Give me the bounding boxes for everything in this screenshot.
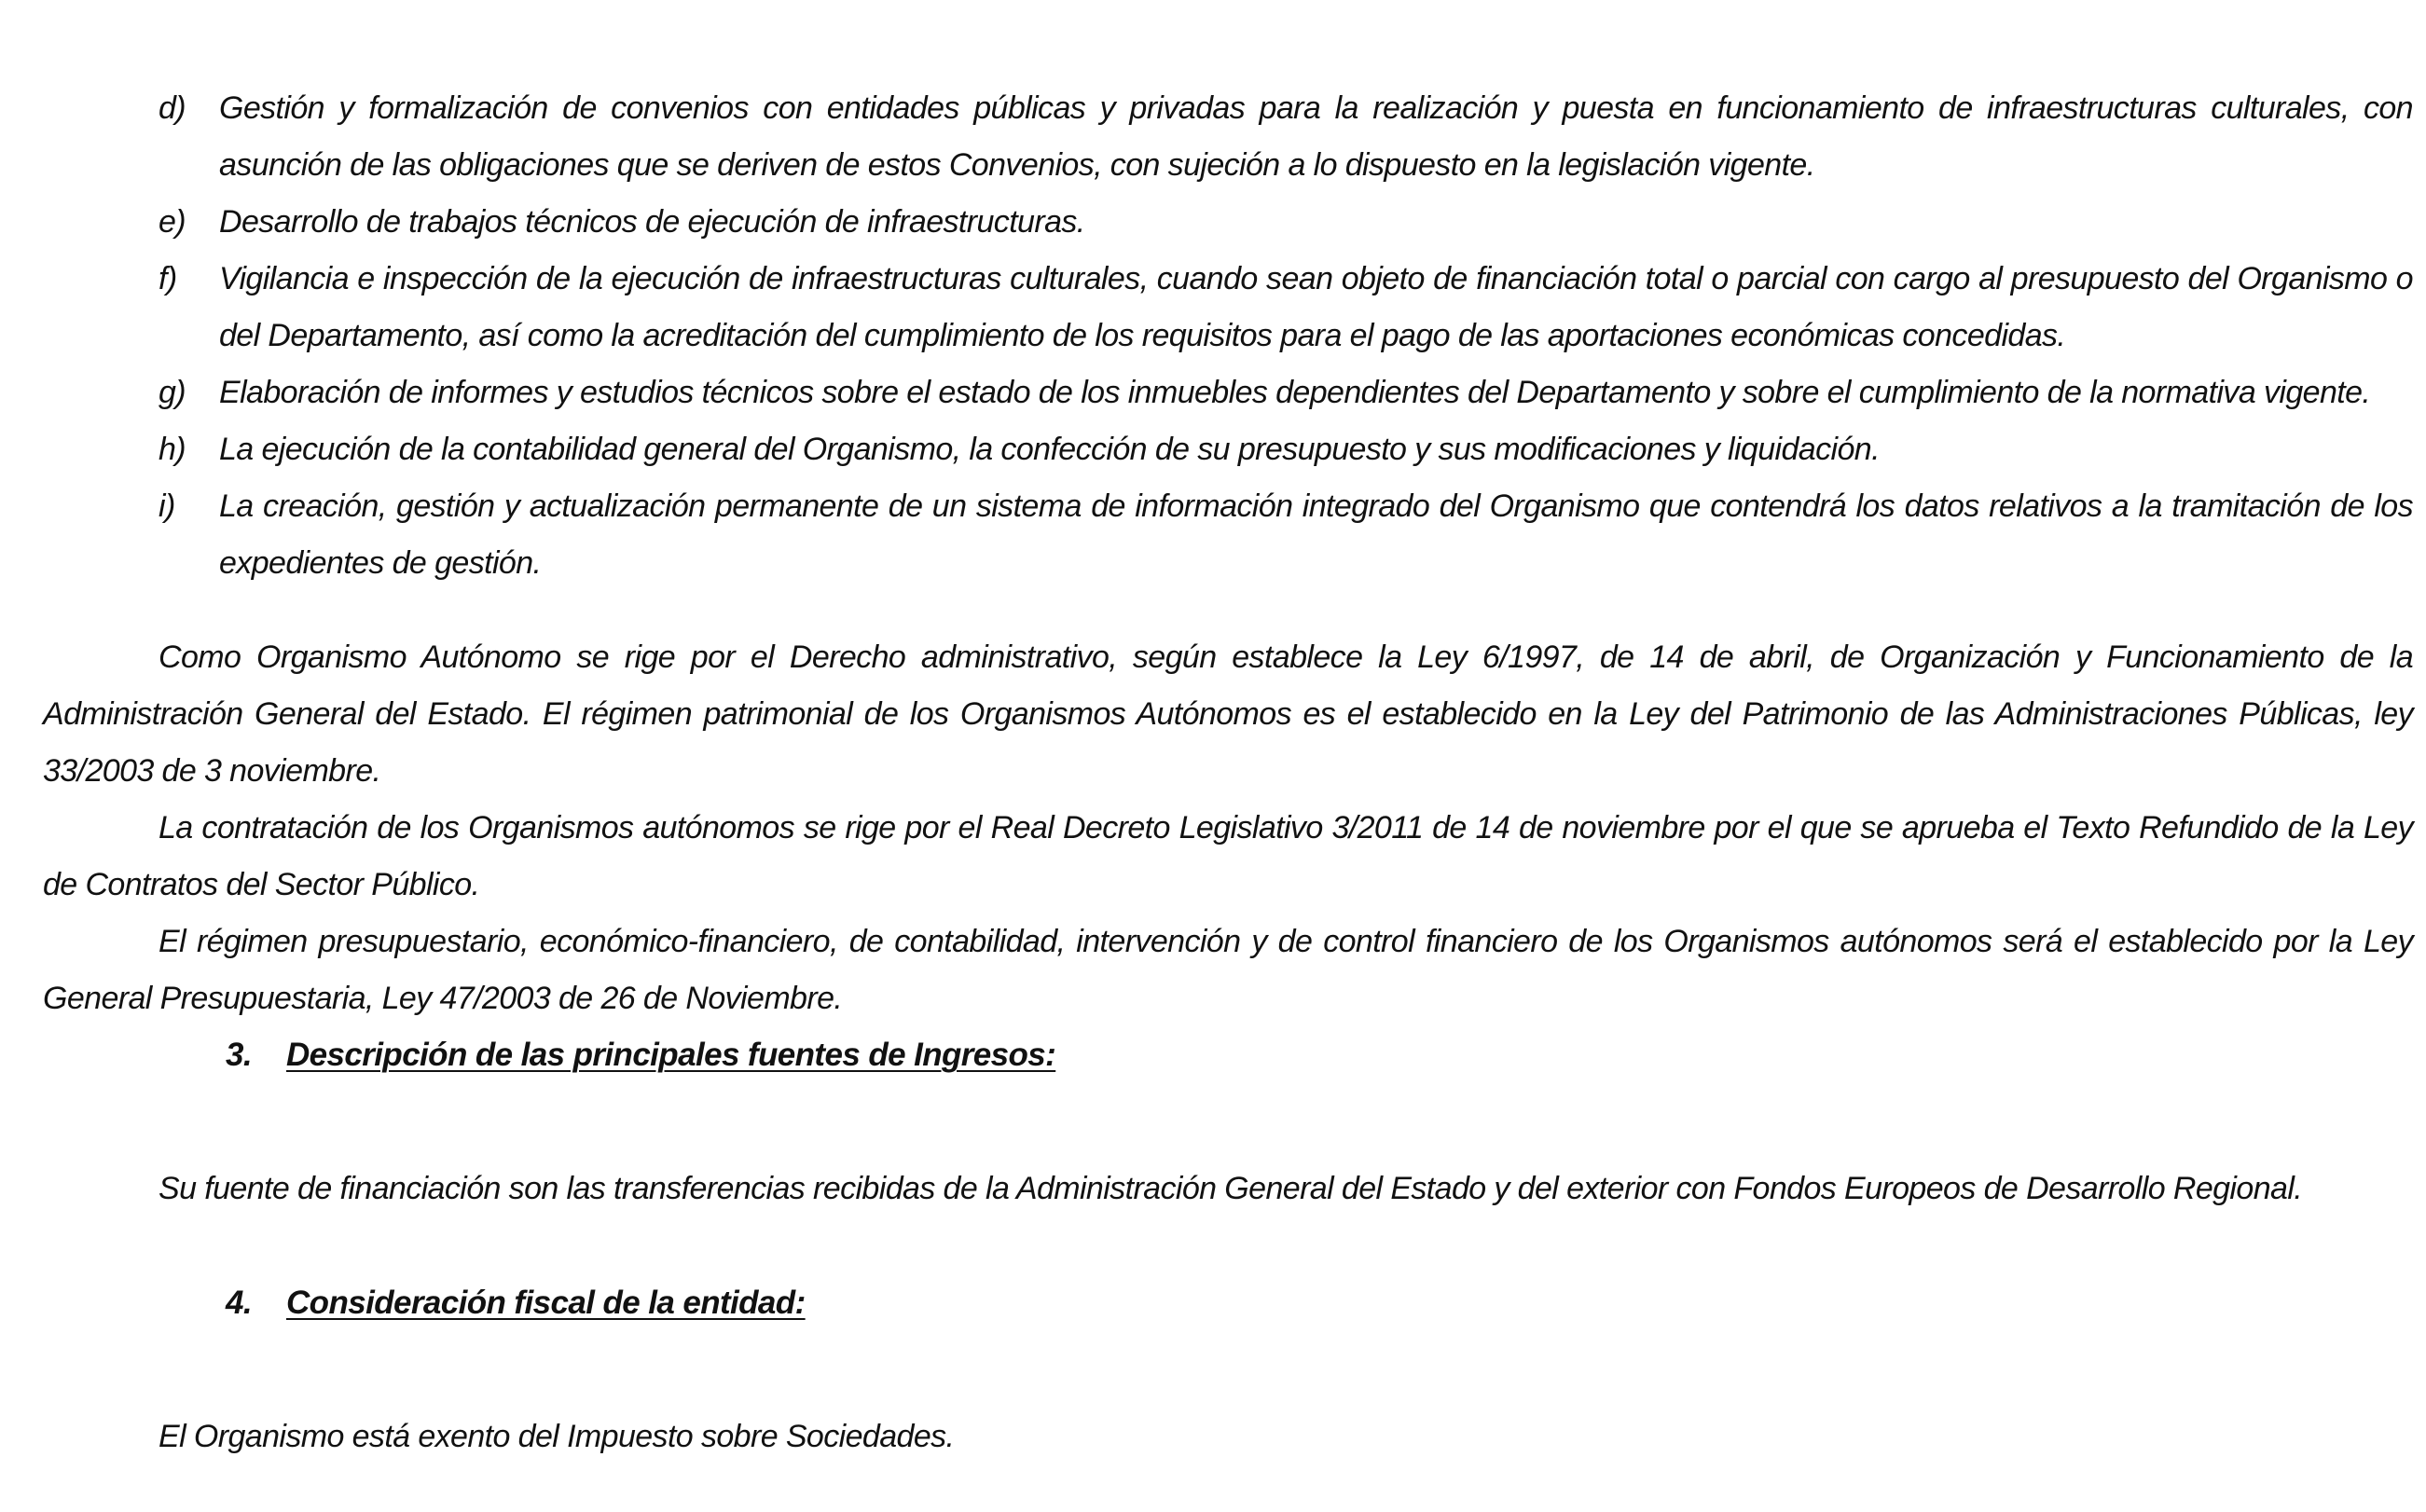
list-marker: f) (159, 261, 177, 296)
list-item-text: Elaboración de informes y estudios técnicos sobre el estado de los inmuebles dependientes del Departamento y sobre el cumplimiento de la normativa vigente. (219, 375, 2371, 410)
list-item-text: La ejecución de la contabilidad general del Organismo, la confección de su presupuesto y sus modificaciones y liquidación. (219, 432, 1880, 467)
section-title: Descripción de las principales fuentes de Ingresos: (286, 1037, 1056, 1073)
list-marker: i) (159, 488, 175, 524)
list-marker: g) (159, 375, 186, 410)
paragraph-legal-regime: Como Organismo Autónomo se rige por el Derecho administrativo, según establece la Ley 6/1997, de 14 de abril, de Organización y Funcionamiento de la Administración General del Estado. El régimen patrimonial de los Organismos Autónomos es el establecido en la Ley del Patrimonio de las Administraciones Públicas, ley 33/2003 de 3 noviembre. (43, 639, 2413, 789)
paragraph-contracting: La contratación de los Organismos autónomos se rige por el Real Decreto Legislativo 3/2011 de 14 de noviembre por el que se aprueba el Texto Refundido de la Ley de Contratos del Sector Público. (43, 810, 2413, 902)
list-item (159, 421, 2413, 478)
section-number: 3. (226, 1037, 252, 1073)
section-4-body: El Organismo está exento del Impuesto sobre Sociedades. (159, 1419, 955, 1454)
list-marker: e) (159, 204, 186, 240)
list-item (159, 251, 2413, 364)
section-4-heading (226, 1285, 806, 1322)
list-item (159, 364, 2413, 421)
list-item (159, 80, 2413, 194)
section-3-heading (226, 1037, 1055, 1074)
list-item-text: Gestión y formalización de convenios con entidades públicas y privadas para la realización y puesta en funcionamiento de infraestructuras culturales, con asunción de las obligaciones que se deriven de estos Convenios, con sujeción a lo dispuesto en la legislación vigente. (219, 90, 2413, 183)
list-item-text: Vigilancia e inspección de la ejecución de infraestructuras culturales, cuando sean objeto de financiación total o parcial con cargo al presupuesto del Organismo o del Departamento, así como la acreditación del cumplimiento de los requisitos para el pago de las aportaciones económicas concedidas. (219, 261, 2413, 353)
list-marker: h) (159, 432, 186, 467)
functions-list (159, 80, 2413, 592)
paragraph-budget-regime: El régimen presupuestario, económico-financiero, de contabilidad, intervención y de control financiero de los Organismos autónomos será el establecido por la Ley General Presupuestaria, Ley 47/2003 de 26 de Noviembre. (43, 924, 2413, 1016)
section-number: 4. (226, 1285, 252, 1321)
section-title: Consideración fiscal de la entidad: (286, 1285, 806, 1321)
list-marker: d) (159, 90, 186, 126)
list-item (159, 478, 2413, 592)
list-item (159, 194, 2413, 251)
section-3-body: Su fuente de financiación son las transferencias recibidas de la Administración General del Estado y del exterior con Fondos Europeos de Desarrollo Regional. (159, 1171, 2303, 1206)
legal-regime-paragraphs (43, 629, 2413, 1027)
list-item-text: La creación, gestión y actualización permanente de un sistema de información integrado del Organismo que contendrá los datos relativos a la tramitación de los expedientes de gestión. (219, 488, 2413, 581)
list-item-text: Desarrollo de trabajos técnicos de ejecución de infraestructuras. (219, 204, 1085, 240)
